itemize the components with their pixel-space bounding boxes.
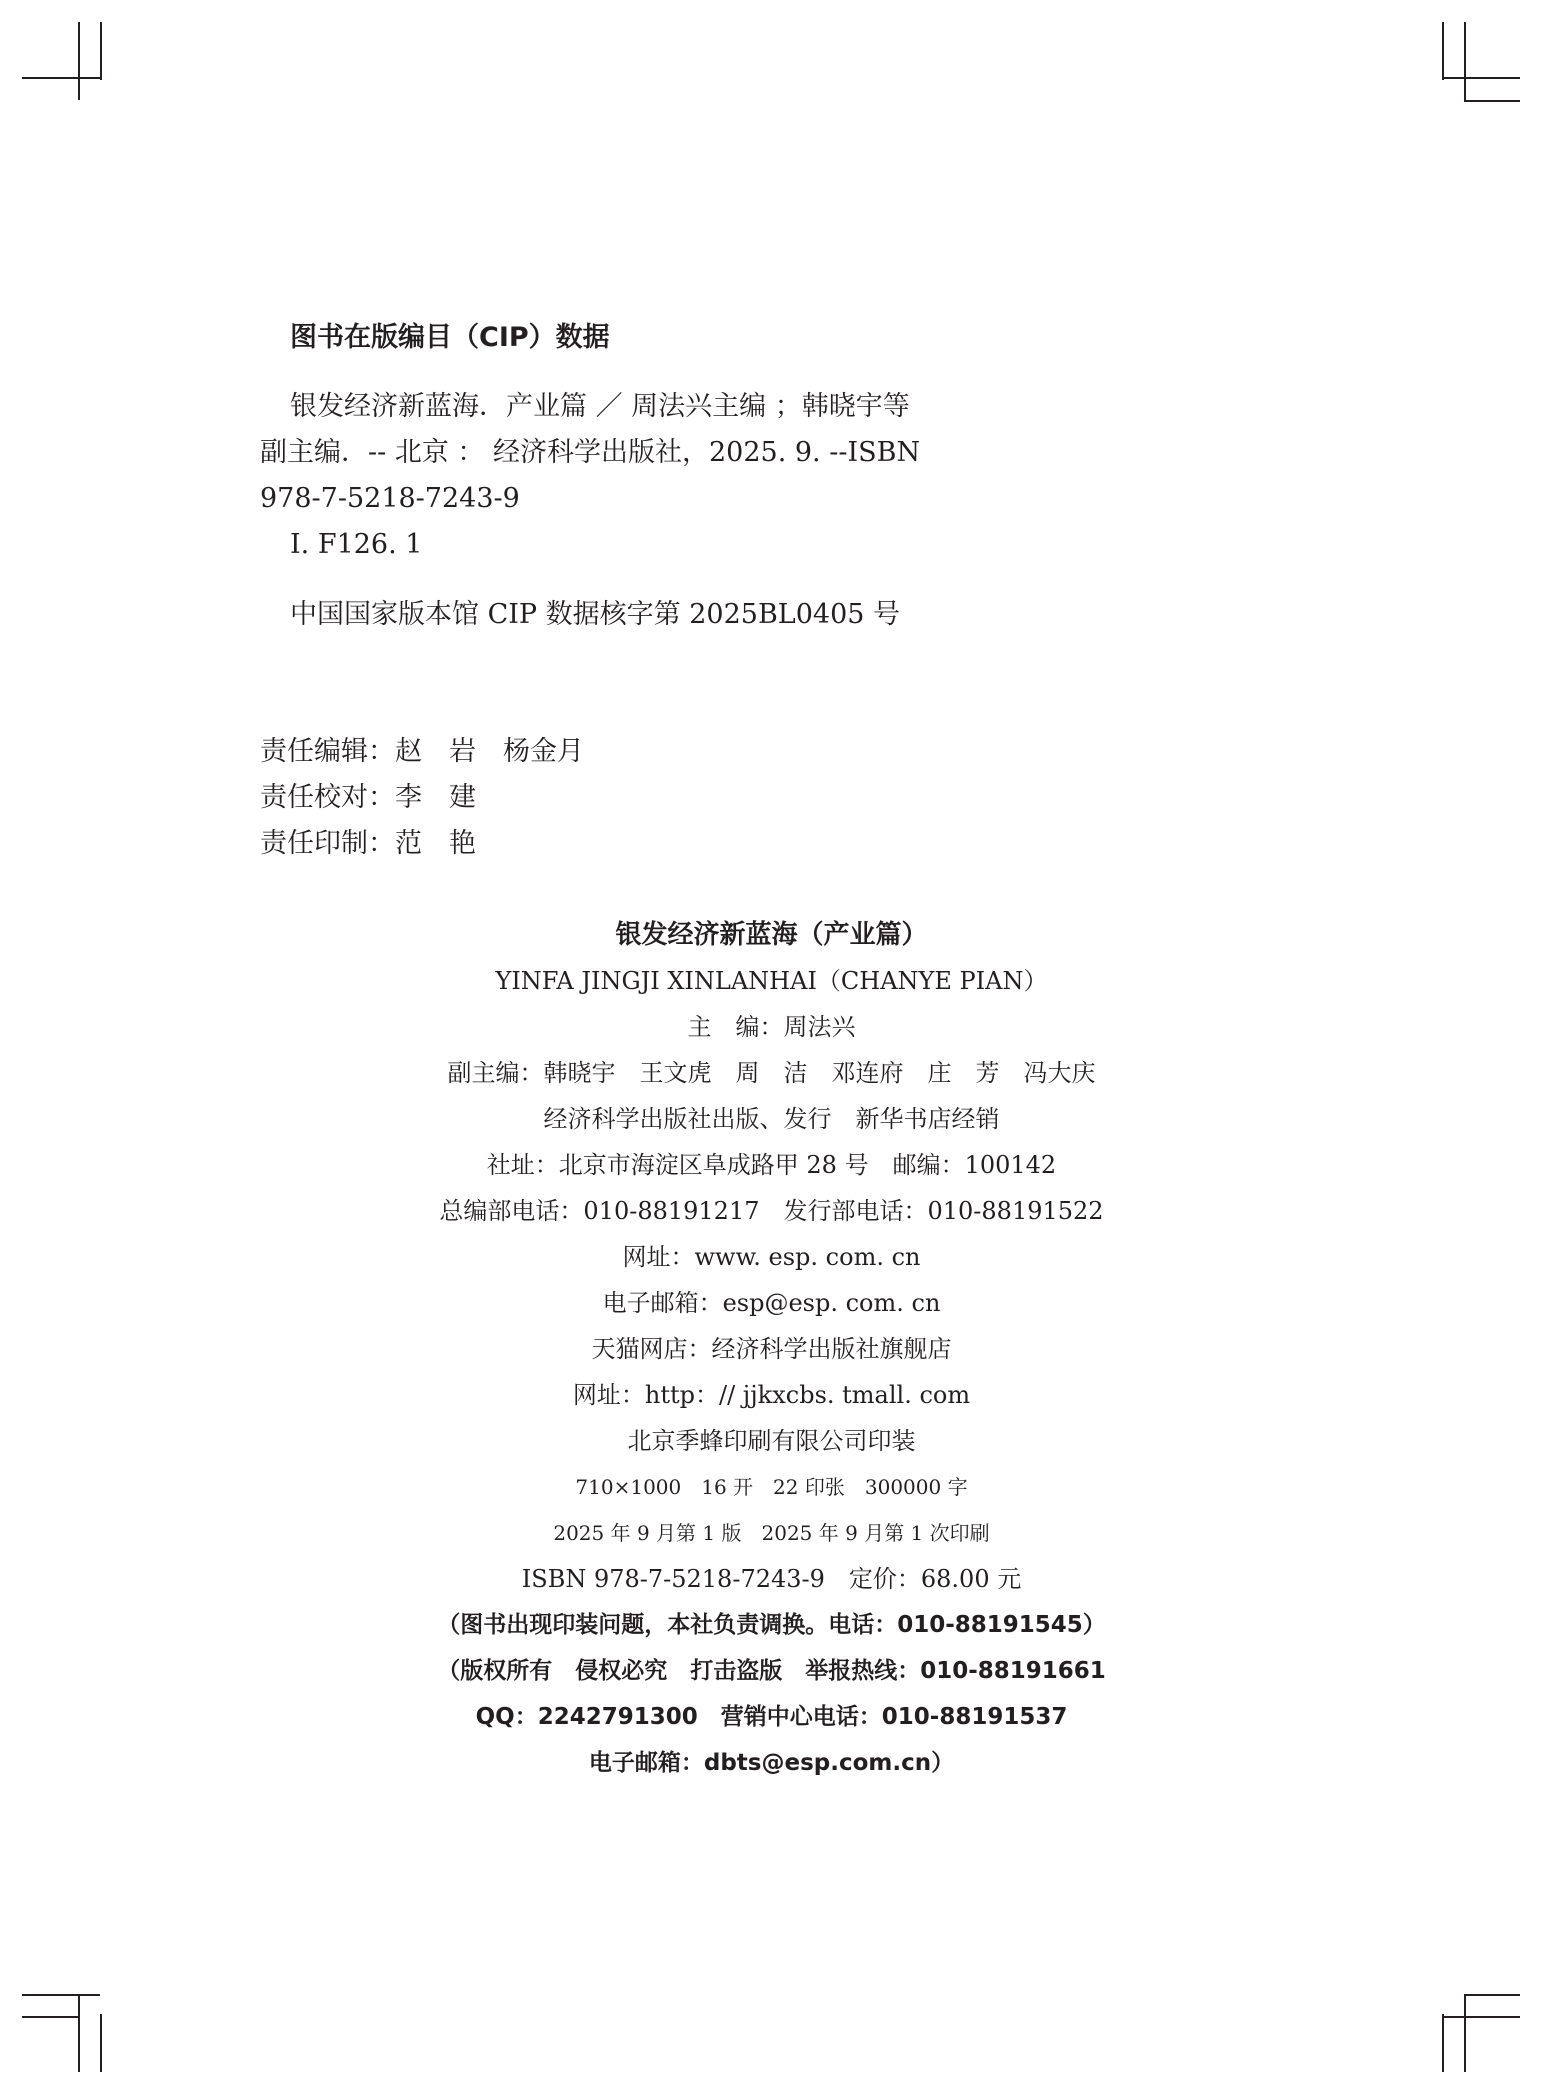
book-title-pinyin: YINFA JINGJI XINLANHAI（CHANYE PIAN） <box>495 967 1048 995</box>
responsible-editors <box>260 729 584 867</box>
chief-editor: 主 编：周法兴 <box>687 1013 856 1041</box>
publisher-phones: 总编部电话：010-88191217 发行部电话：010-88191522 <box>439 1197 1104 1225</box>
cip-classification: Ⅰ. F126. 1 <box>290 529 423 560</box>
editor-in-charge: 责任编辑：赵 岩 杨金月 <box>260 736 584 767</box>
cip-record <box>260 384 1020 568</box>
edition-info: 2025 年 9 月第 1 版 2025 年 9 月第 1 次印刷 <box>553 1521 990 1545</box>
proofreader-in-charge: 责任校对：李 建 <box>260 782 476 813</box>
crop-mark <box>1464 1994 1520 1996</box>
crop-mark <box>22 2016 78 2018</box>
print-supervisor: 责任印制：范 艳 <box>260 828 476 859</box>
crop-mark <box>100 2014 102 2072</box>
piracy-report-email: 电子邮箱：dbts@esp.com.cn） <box>588 1750 955 1776</box>
cip-heading: 图书在版编目（CIP）数据 <box>290 322 610 353</box>
copyright-notice: （版权所有 侵权必究 打击盗版 举报热线：010-88191661 <box>437 1658 1106 1684</box>
deputy-editors: 副主编：韩晓宇 王文虎 周 洁 邓连府 庄 芳 冯大庆 <box>447 1059 1096 1087</box>
isbn-price: ISBN 978-7-5218-7243-9 定价：68.00 元 <box>521 1565 1022 1593</box>
publisher: 经济科学出版社出版、发行 新华书店经销 <box>543 1105 1000 1133</box>
qq-marketing-contact: QQ：2242791300 营销中心电话：010-88191537 <box>475 1704 1068 1730</box>
crop-mark <box>1442 22 1444 80</box>
printing-issue-notice: （图书出现印装问题，本社负责调换。电话：010-88191545） <box>437 1612 1106 1638</box>
crop-mark <box>22 1994 100 1996</box>
publisher-email: 电子邮箱：esp@esp. com. cn <box>602 1289 941 1317</box>
crop-mark <box>1442 77 1520 79</box>
crop-mark <box>1464 100 1520 102</box>
crop-mark <box>100 22 102 80</box>
publication-info <box>0 912 1543 1786</box>
cip-verification-number: 中国国家版本馆 CIP 数据核字第 2025BL0405 号 <box>290 599 901 630</box>
cip-line: 978-7-5218-7243-9 <box>260 483 520 514</box>
crop-mark <box>22 77 100 79</box>
tmall-url: 网址：http：// jjkxcbs. tmall. com <box>572 1381 971 1409</box>
cip-line: 银发经济新蓝海．产业篇 ／ 周法兴主编 ；韩晓宇等 <box>290 391 910 422</box>
book-specs: 710×1000 16 开 22 印张 300000 字 <box>575 1475 968 1499</box>
crop-mark <box>1442 2014 1444 2072</box>
crop-mark <box>78 22 80 100</box>
printer: 北京季蜂印刷有限公司印装 <box>627 1427 916 1455</box>
publisher-website: 网址：www. esp. com. cn <box>622 1243 921 1271</box>
crop-mark <box>1464 1994 1466 2072</box>
crop-mark <box>1464 22 1466 100</box>
book-title: 银发经济新蓝海（产业篇） <box>615 920 928 950</box>
cip-line: 副主编．-- 北京 ： 经济科学出版社，2025. 9. --ISBN <box>260 437 921 468</box>
publisher-address: 社址：北京市海淀区阜成路甲 28 号 邮编：100142 <box>486 1151 1057 1179</box>
tmall-store: 天猫网店：经济科学出版社旗舰店 <box>591 1335 952 1363</box>
crop-mark <box>78 1994 80 2072</box>
crop-mark <box>1442 2016 1520 2018</box>
